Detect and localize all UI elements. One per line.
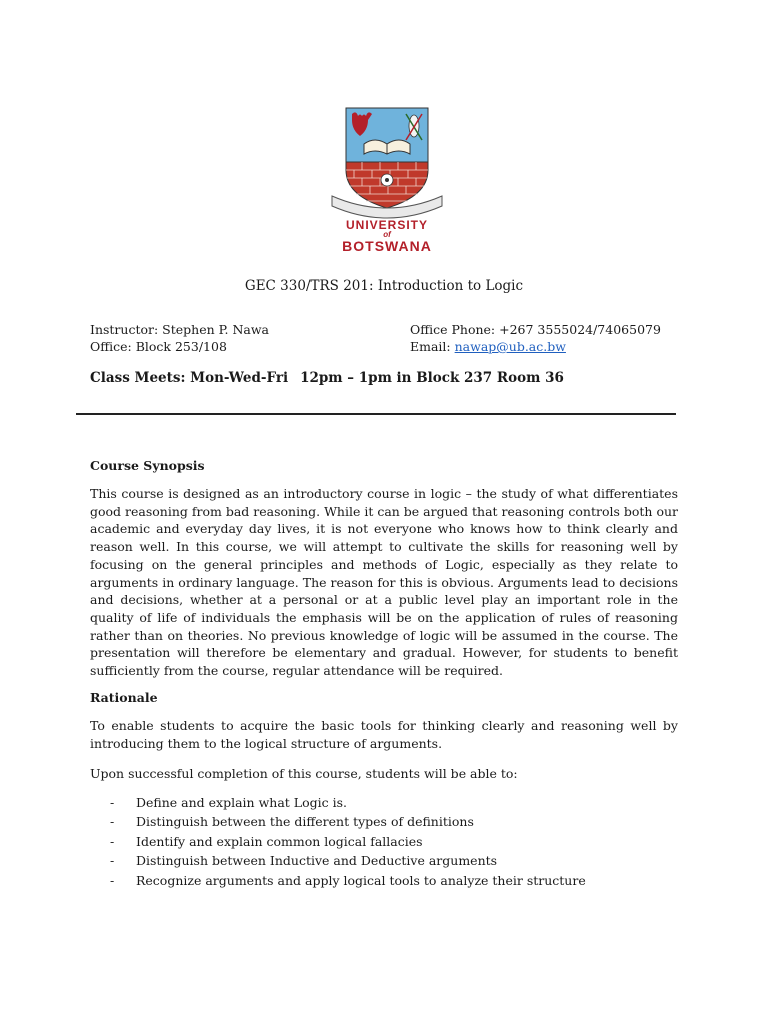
- email-link[interactable]: nawap@ub.ac.bw: [454, 339, 566, 354]
- list-item: [110, 871, 586, 890]
- university-wordmark: [322, 218, 452, 254]
- bullet-dash: -: [110, 833, 115, 849]
- email-line: [410, 338, 661, 355]
- outcome-text: Distinguish between the different types of definitions: [136, 814, 474, 830]
- synopsis-paragraph: This course is designed as an introductory course in logic – the study of what differentiates good reasoning from bad reasoning. While it can be argued that reasoning controls both our academic and everyday day lives, it is not everyone who knows how to think clearly and reason well. In this course, we will attempt to cultivate the skills for reasoning well by focusing on the general principles and methods of Logic, especially as they relate to arguments in ordinary language. The reason for this is obvious. Arguments lead to decisions and decisions, whether at a personal or at a public level play an important role in the quality of life of individuals the emphasis will be on the application of rules of reasoning rather than on theories. No previous knowledge of logic will be assumed in the course. The presentation will therefore be elementary and gradual. However, for students to benefit sufficiently from the course, regular attendance will be required.: [90, 486, 679, 679]
- horizontal-divider: [76, 413, 676, 415]
- course-title: GEC 330/TRS 201: Introduction to Logic: [244, 278, 524, 294]
- outcomes-intro: Upon successful completion of this course, students will be able to:: [90, 766, 518, 781]
- outcome-text: Distinguish between Inductive and Deductive arguments: [136, 853, 498, 869]
- class-meets-line: [90, 370, 564, 386]
- class-meets-days: Class Meets: Mon-Wed-Fri: [90, 370, 289, 386]
- outcome-text: Recognize arguments and apply logical tools to analyze their structure: [136, 872, 586, 888]
- rationale-heading: Rationale: [90, 690, 158, 705]
- class-meets-time: 12pm – 1pm in Block 237 Room 36: [300, 370, 564, 386]
- university-name-of: of: [383, 230, 391, 239]
- list-item: [110, 793, 586, 812]
- bullet-dash: -: [110, 853, 115, 869]
- outcomes-list: [110, 793, 586, 890]
- bullet-dash: -: [110, 814, 115, 830]
- crest-shield-icon: [322, 100, 452, 225]
- instructor-line: Instructor: Stephen P. Nawa: [90, 322, 269, 337]
- list-item: [110, 812, 586, 831]
- list-item: [110, 851, 586, 870]
- university-name-top: UNIVERSITY: [345, 218, 428, 232]
- contact-info: [410, 321, 661, 355]
- email-label: Email:: [410, 339, 455, 354]
- bullet-dash: -: [110, 795, 115, 810]
- rationale-paragraph: To enable students to acquire the basic tools for thinking clearly and reasoning well by introducing them to the logical structure of arguments.: [90, 718, 678, 751]
- office-line: Office: Block 253/108: [90, 339, 227, 354]
- list-item: [110, 832, 586, 851]
- synopsis-heading: Course Synopsis: [90, 458, 205, 473]
- outcome-text: Identify and explain common logical fallacies: [136, 833, 423, 849]
- outcome-text: Define and explain what Logic is.: [136, 795, 347, 810]
- university-name-bottom: BOTSWANA: [342, 238, 432, 254]
- instructor-info: [90, 321, 269, 355]
- phone-line: Office Phone: +267 3555024/74065079: [410, 322, 661, 337]
- bullet-dash: -: [110, 872, 115, 888]
